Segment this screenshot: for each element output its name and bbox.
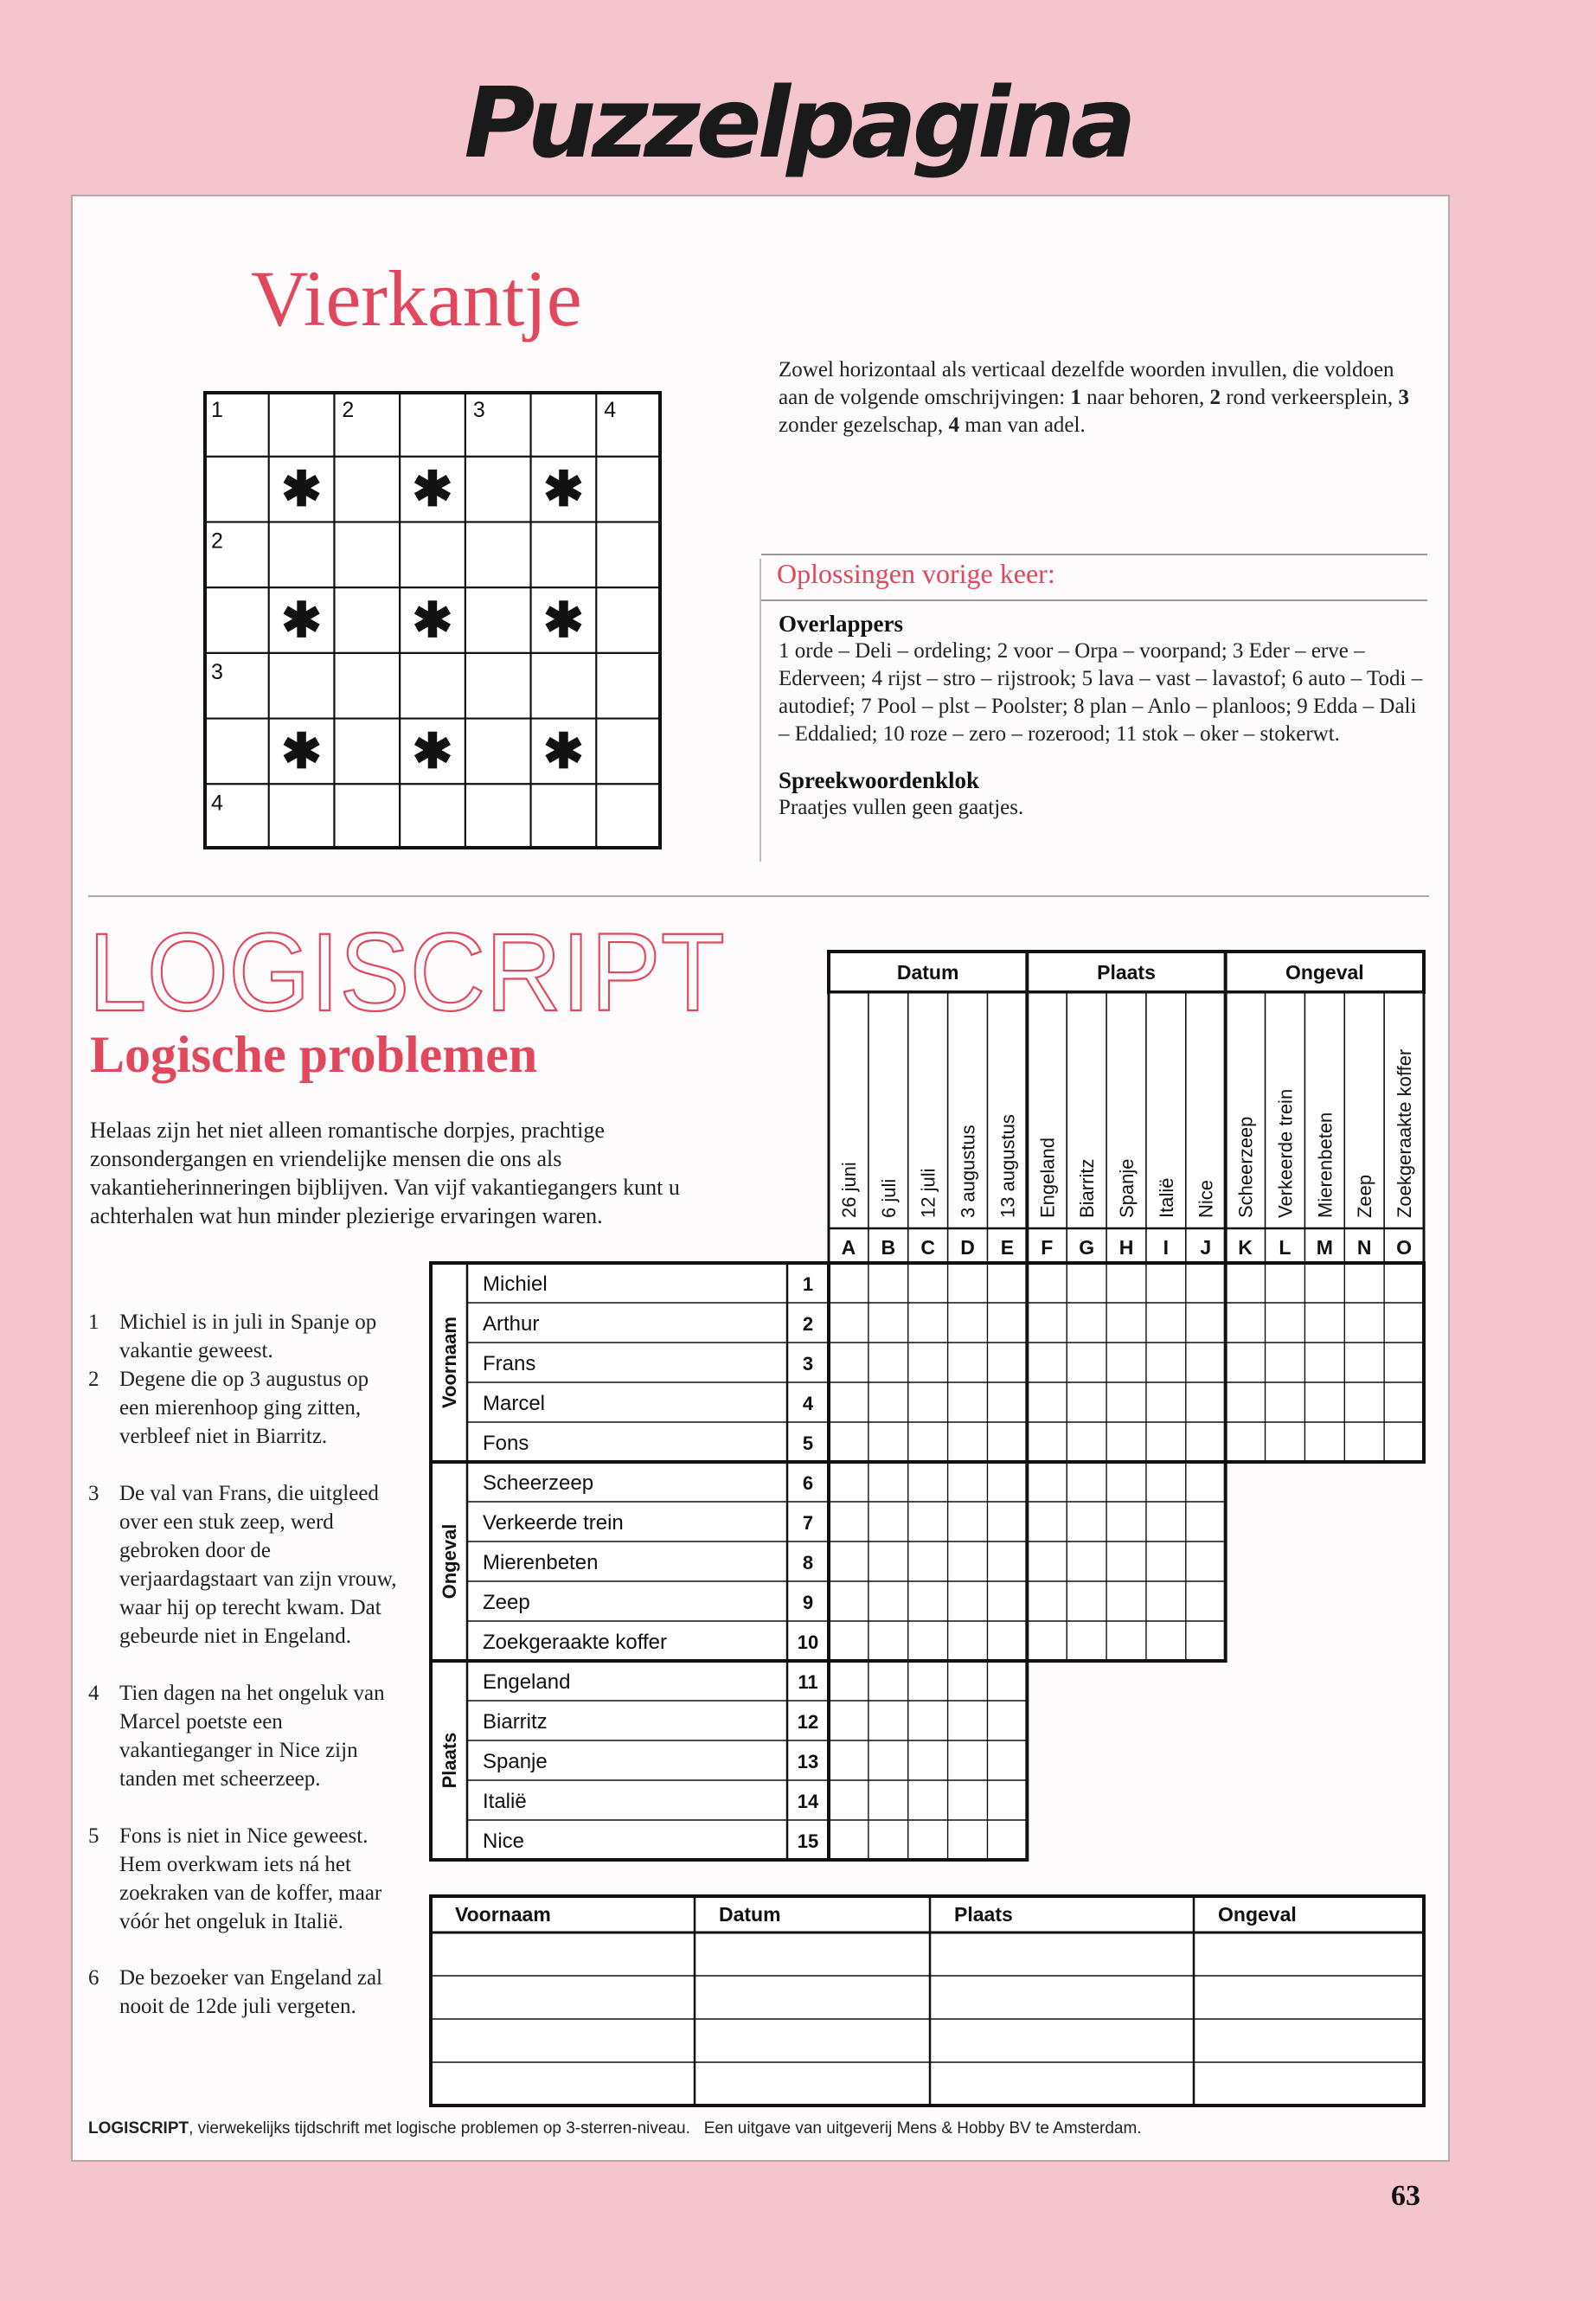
column-group-label: Ongeval (1285, 961, 1364, 984)
row-number: 2 (802, 1313, 814, 1335)
column-letter: L (1279, 1236, 1292, 1259)
logiscript-logo-text: LOGISCRIPT (88, 917, 725, 1021)
row-number: 11 (798, 1671, 818, 1693)
column-letter: C (920, 1236, 935, 1259)
answer-table-header: Plaats (954, 1903, 1013, 1926)
clue-item: 3 De val van Frans, die uitgleed over een stuk zeep, werd gebroken door de verjaardagstaart van zijn vrouw, waar hij op terecht kwam. Dat gebeurde niet in Engeland. (88, 1482, 397, 1648)
column-label: 6 juli (877, 1178, 900, 1218)
column-label: Nice (1195, 1179, 1217, 1218)
row-number: 12 (797, 1711, 819, 1733)
star-mark: ✱ (281, 723, 323, 779)
row-label: Scheerzeep (483, 1471, 594, 1495)
clue-item: 4 Tien dagen na het ongeluk van Marcel poetste een vakantieganger in Nice zijn tanden met scheerzeep. (88, 1682, 385, 1791)
row-group-label: Ongeval (439, 1523, 460, 1599)
column-number: 3 (472, 398, 485, 422)
clue-item: 6 De bezoeker van Engeland zal nooit de 12de juli vergeten. (88, 1966, 383, 2018)
answer-table-header: Datum (719, 1903, 781, 1926)
column-letter: O (1396, 1236, 1413, 1259)
column-letter: N (1356, 1236, 1372, 1259)
row-number: 7 (802, 1512, 814, 1534)
row-number: 4 (211, 791, 223, 816)
answer-table-header: Voornaam (455, 1903, 551, 1926)
logic-grid-content (431, 952, 1424, 2106)
column-label: Biarritz (1076, 1158, 1099, 1218)
solutions-title: Oplossingen vorige keer: (777, 558, 1055, 589)
logiscript-title: Logische problemen (90, 1026, 538, 1083)
page-title: Puzzelpagina (464, 67, 1132, 180)
column-number: 2 (342, 398, 355, 422)
column-number: 1 (211, 398, 223, 422)
vierkantje-title: Vierkantje (251, 254, 582, 343)
star-mark: ✱ (542, 461, 584, 516)
row-label: Zeep (483, 1591, 530, 1614)
row-label: Engeland (483, 1670, 571, 1694)
footer-line: LOGISCRIPT, vierwekelijks tijdschrift met logische problemen op 3-sterren-niveau. Een uitgave van uitgeverij Mens & Hobby BV te Amsterdam. (88, 2119, 1142, 2138)
column-letter: A (841, 1236, 856, 1259)
row-number: 3 (211, 659, 223, 684)
row-number: 1 (802, 1273, 814, 1295)
clue-item: 1 Michiel is in juli in Spanje op vakantie geweest. (88, 1311, 377, 1362)
row-number: 15 (797, 1830, 819, 1852)
row-number: 4 (802, 1393, 814, 1414)
clue-item: 5 Fons is niet in Nice geweest. Hem overkwam iets ná het zoekraken van de koffer, maar vóór het ongeluk in Italië. (88, 1824, 382, 1933)
star-mark: ✱ (281, 593, 323, 647)
row-label: Mierenbeten (483, 1551, 599, 1574)
row-label: Marcel (483, 1392, 546, 1415)
column-label: Spanje (1116, 1158, 1138, 1218)
row-label: Biarritz (483, 1710, 548, 1734)
overlappers-title: Overlappers (779, 611, 903, 637)
column-label: 3 augustus (957, 1125, 979, 1218)
column-label: 26 juni (837, 1162, 860, 1218)
row-number: 13 (797, 1751, 819, 1772)
column-label: Verkeerde trein (1274, 1088, 1297, 1218)
column-letter: D (960, 1236, 975, 1259)
vierkantje-description: Zowel horizontaal als verticaal dezelfde woorden invullen, die voldoen aan de volgende omschrijvingen: 1 naar behoren, 2 rond verkeersplein, 3 zonder gezelschap, 4 man van adel. (779, 358, 1409, 437)
row-label: Arthur (483, 1312, 540, 1336)
star-mark: ✱ (542, 723, 584, 779)
column-letter: H (1118, 1236, 1134, 1259)
column-label: Scheerzeep (1234, 1116, 1257, 1218)
answer-table[interactable] (431, 1896, 1424, 2106)
overlappers-text: 1 orde – Deli – ordeling; 2 voor – Orpa – voorpand; 3 Eder – erve – Ederveen; 4 rijst – stro – rijstrook; 5 lava – vast – lavastof; 6 auto – Todi – autodief; 7 Pool – plst – Poolster; 8 plan – Anlo – planloos; 9 Edda – Dali – Eddalied; 10 roze – zero – rozerood; 11 stok – oker – stokerwt. (779, 639, 1423, 746)
row-label: Zoekgeraakte koffer (483, 1631, 668, 1654)
row-number: 10 (797, 1631, 819, 1653)
column-label: Zeep (1354, 1174, 1376, 1218)
column-label: Italië (1155, 1177, 1177, 1218)
column-group-label: Datum (896, 961, 959, 984)
column-letter: B (881, 1236, 896, 1259)
row-number: 8 (802, 1552, 814, 1574)
row-group-label: Voornaam (439, 1317, 460, 1408)
star-mark: ✱ (542, 593, 584, 647)
column-label: Engeland (1036, 1138, 1059, 1218)
column-label: Mierenbeten (1314, 1112, 1336, 1218)
row-group-label: Plaats (439, 1732, 460, 1789)
column-letter: M (1316, 1236, 1333, 1259)
column-letter: E (1000, 1236, 1015, 1259)
column-label: 13 augustus (997, 1114, 1019, 1218)
solving-block[interactable] (829, 1661, 1027, 1860)
row-label: Michiel (483, 1272, 548, 1296)
column-letter: I (1163, 1236, 1170, 1259)
row-number: 3 (802, 1353, 814, 1375)
column-letter: J (1200, 1236, 1212, 1259)
row-label: Frans (483, 1352, 536, 1375)
column-label: 12 juli (917, 1168, 939, 1218)
page-number: 63 (1391, 2180, 1420, 2212)
row-label: Verkeerde trein (483, 1511, 624, 1535)
row-label: Fons (483, 1432, 529, 1455)
row-label: Italië (483, 1790, 527, 1813)
column-letter: K (1238, 1236, 1253, 1259)
row-label: Spanje (483, 1750, 548, 1773)
spreekwoordenklok-title: Spreekwoordenklok (779, 767, 980, 793)
column-group-label: Plaats (1097, 961, 1156, 984)
star-mark: ✱ (412, 723, 453, 779)
spreekwoordenklok-text: Praatjes vullen geen gaatjes. (779, 796, 1024, 819)
row-number: 6 (802, 1472, 814, 1494)
logiscript-intro: Helaas zijn het niet alleen romantische dorpjes, prachtige zonsondergangen en vriendelijke mensen die ons als vakantieherinneringen bijblijven. Van vijf vakantiegangers kunt u achterhalen wat hun minder plezierige ervaringen waren. (90, 1118, 680, 1228)
star-mark: ✱ (412, 593, 453, 647)
row-number: 2 (211, 529, 223, 554)
row-number: 14 (797, 1791, 819, 1812)
row-number: 9 (802, 1592, 814, 1613)
column-letter: F (1041, 1236, 1054, 1259)
solving-block[interactable] (829, 1263, 1424, 1462)
star-mark: ✱ (412, 461, 453, 516)
row-number: 5 (802, 1433, 814, 1454)
star-mark: ✱ (281, 461, 323, 516)
row-label: Nice (483, 1830, 525, 1853)
column-number: 4 (604, 398, 617, 422)
column-letter: G (1079, 1236, 1095, 1259)
clue-item: 2 Degene die op 3 augustus op een mierenhoop ging zitten, verbleef niet in Biarritz. (88, 1368, 369, 1448)
answer-table-header: Ongeval (1218, 1903, 1297, 1926)
column-label: Zoekgeraakte koffer (1394, 1048, 1416, 1218)
